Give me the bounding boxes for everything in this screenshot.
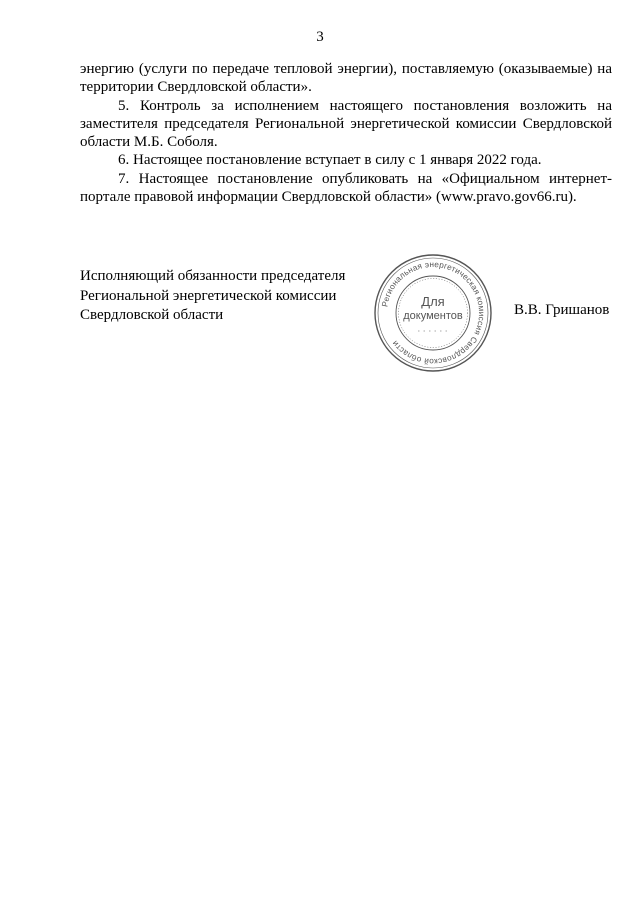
- signer-title-line-2: Региональной энергетической комиссии: [80, 287, 337, 304]
- signer-title-line-3: Свердловской области: [80, 307, 224, 323]
- signer-title: [80, 267, 380, 326]
- paragraph-7-publication: 7. Настоящее постановление опубликовать на «Официальном интернет-портале правовой информации Свердловской области» (www.pravo.gov66.ru).: [80, 170, 612, 206]
- signer-title-line-1: Исполняющий обязанности председателя: [80, 268, 346, 284]
- seal-center-line-2: документов: [403, 310, 463, 322]
- paragraph-continuation: энергию (услуги по передаче тепловой энергии), поставляемую (оказываемые) на территории Свердловской области».: [80, 61, 612, 96]
- seal-ring-text: Региональная энергетическая комиссия Свердловской области: [380, 259, 487, 367]
- signer-name: В.В. Гришанов: [514, 302, 610, 318]
- paragraph-6-effective-date: 6. Настоящее постановление вступает в силу с 1 января 2022 года.: [118, 152, 542, 169]
- seal-center-line-1: Для: [421, 294, 445, 309]
- paragraph-5-control: 5. Контроль за исполнением настоящего постановления возложить на заместителя председателя Региональной энергетической комиссии Свердловской области М.Б. Соболя.: [80, 97, 612, 151]
- document-body: [80, 60, 612, 206]
- official-seal: [372, 252, 494, 374]
- page-number: 3: [316, 29, 324, 45]
